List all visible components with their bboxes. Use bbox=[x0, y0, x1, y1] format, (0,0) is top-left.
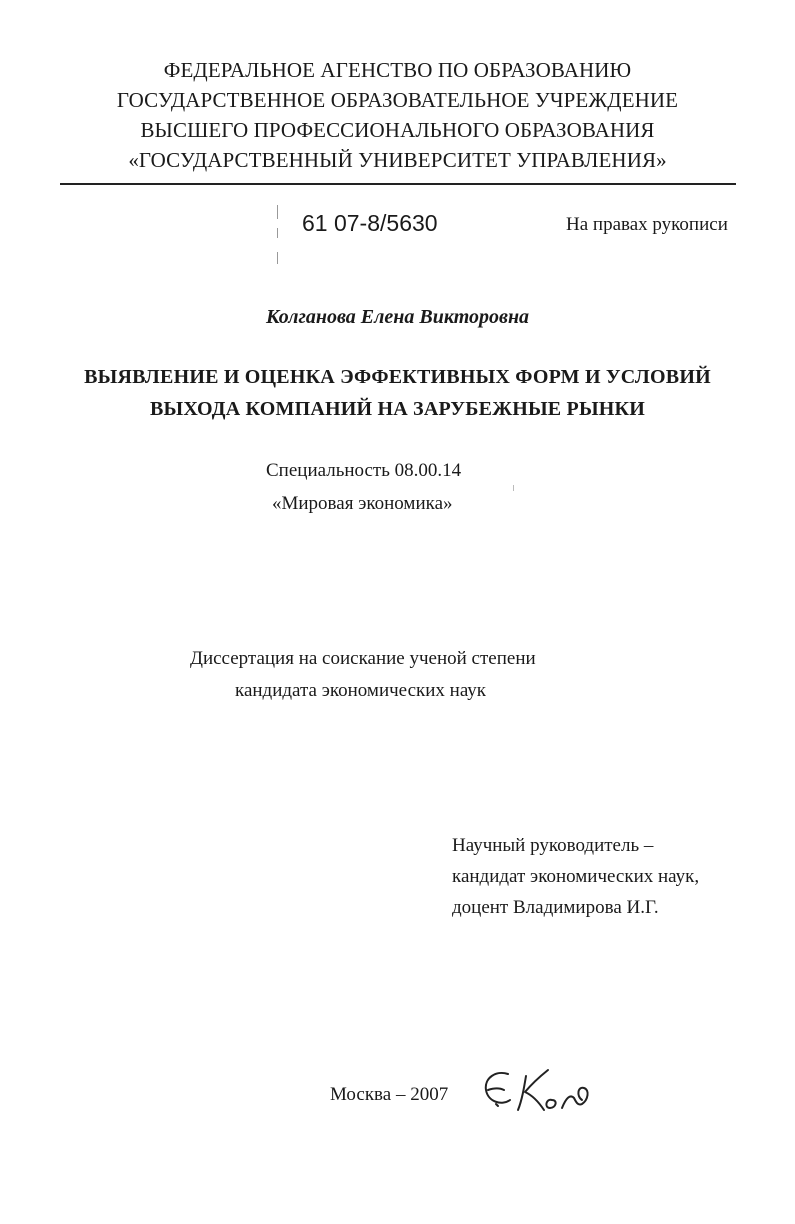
stamp-mark-bottom bbox=[277, 252, 278, 264]
title-line-2: ВЫХОДА КОМПАНИЙ НА ЗАРУБЕЖНЫЕ РЫНКИ bbox=[149, 398, 646, 420]
dissertation-line-2: кандидата экономических наук bbox=[235, 680, 487, 701]
org-line-2: ГОСУДАРСТВЕННОЕ ОБРАЗОВАТЕЛЬНОЕ УЧРЕЖДЕНИЕ bbox=[116, 88, 679, 112]
supervisor-line-3: доцент Владимирова И.Г. bbox=[452, 897, 659, 918]
supervisor-line-1: Научный руководитель – bbox=[452, 835, 654, 856]
dissertation-line-1: Диссертация на соискание ученой степени bbox=[190, 648, 536, 669]
place-year: Москва – 2007 bbox=[330, 1084, 449, 1105]
org-line-3: ВЫСШЕГО ПРОФЕССИОНАЛЬНОГО ОБРАЗОВАНИЯ bbox=[140, 118, 655, 142]
author-name: Колганова Елена Викторовна bbox=[265, 306, 530, 328]
supervisor-line-2: кандидат экономических наук, bbox=[452, 866, 700, 887]
registry-number: 61 07-8/5630 bbox=[302, 210, 438, 236]
specialty-code: Специальность 08.00.14 bbox=[266, 460, 462, 481]
org-line-1: ФЕДЕРАЛЬНОЕ АГЕНСТВО ПО ОБРАЗОВАНИЮ bbox=[163, 58, 632, 82]
header-divider bbox=[60, 183, 736, 185]
stamp-mark-mid bbox=[277, 228, 278, 238]
stamp-mark-top bbox=[277, 205, 278, 219]
org-line-4: «ГОСУДАРСТВЕННЫЙ УНИВЕРСИТЕТ УПРАВЛЕНИЯ» bbox=[128, 148, 667, 172]
specialty-name: «Мировая экономика» bbox=[272, 493, 453, 514]
title-line-1: ВЫЯВЛЕНИЕ И ОЦЕНКА ЭФФЕКТИВНЫХ ФОРМ И УСЛОВИЙ bbox=[84, 366, 711, 388]
rights-note: На правах рукописи bbox=[566, 214, 728, 235]
scan-speck bbox=[513, 485, 514, 491]
handwritten-signature bbox=[478, 1060, 598, 1120]
